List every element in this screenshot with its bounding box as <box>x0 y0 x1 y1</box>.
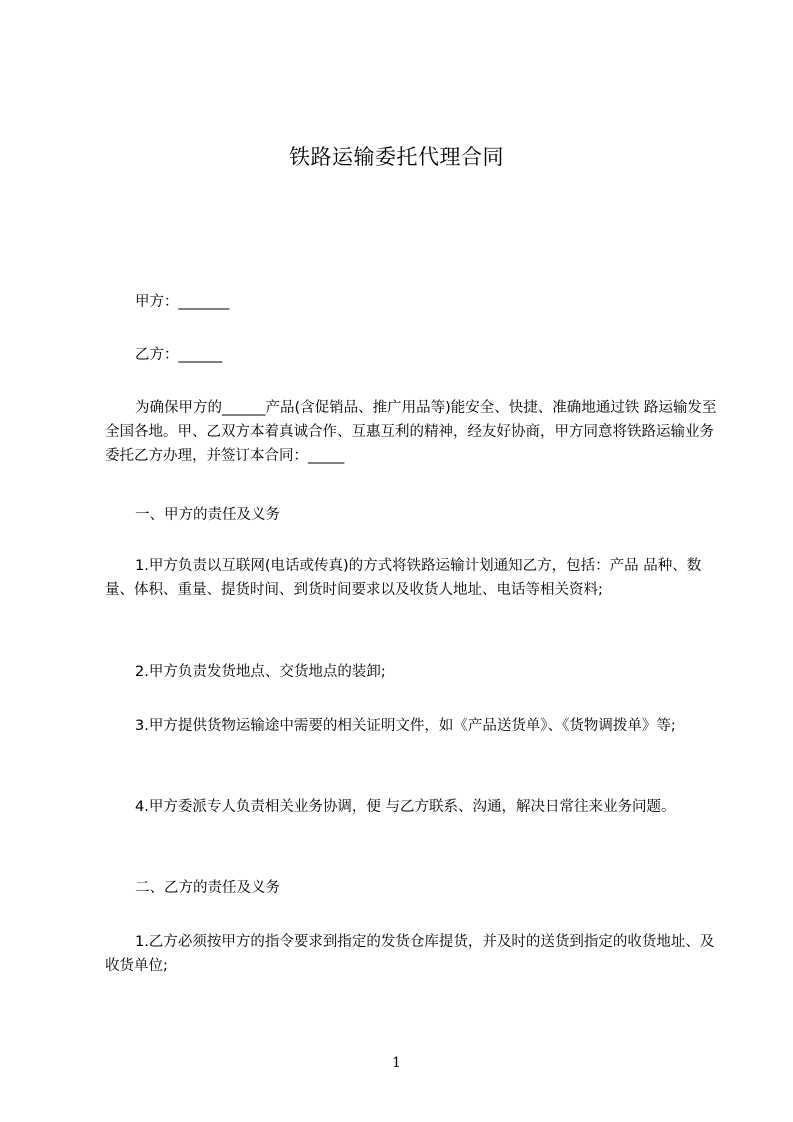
section-1-heading: 一、甲方的责任及义务 <box>135 507 280 523</box>
document-title: 铁路运输委托代理合同 <box>289 145 504 169</box>
section-2-item-1: 1.乙方必须按甲方的指令要求到指定的发货仓库提货，并及时的送货到指定的收货地址、及收货单位; <box>105 934 715 974</box>
party-b-line: 乙方：______ <box>135 347 222 363</box>
intro-paragraph: 为确保甲方的______产品(含促销品、推广用品等)能安全、快捷、准确地通过铁 路运输发至全国各地。甲、乙双方本着真诚合作、互惠互利的精神，经友好协商，甲方同意将铁路运输业务委托乙方办理，并签订本合同：_____ <box>105 400 717 464</box>
section-1-item-4: 4.甲方委派专人负责相关业务协调，便 与乙方联系、沟通，解决日常往来业务问题。 <box>135 799 676 815</box>
section-1-item-2: 2.甲方负责发货地点、交货地点的装卸; <box>135 664 386 680</box>
section-2-heading: 二、乙方的责任及义务 <box>135 880 280 896</box>
party-a-line: 甲方：_______ <box>135 294 230 310</box>
section-1-item-3: 3.甲方提供货物运输途中需要的相关证明文件，如《产品送货单》、《货物调拨单》等; <box>135 718 676 734</box>
page-number: 1 <box>392 1055 401 1071</box>
section-1-item-1: 1.甲方负责以互联网(电话或传真)的方式将铁路运输计划通知乙方，包括：产品 品种、数量、体积、重量、提货时间、到货时间要求以及收货人地址、电话等相关资料; <box>105 558 702 598</box>
